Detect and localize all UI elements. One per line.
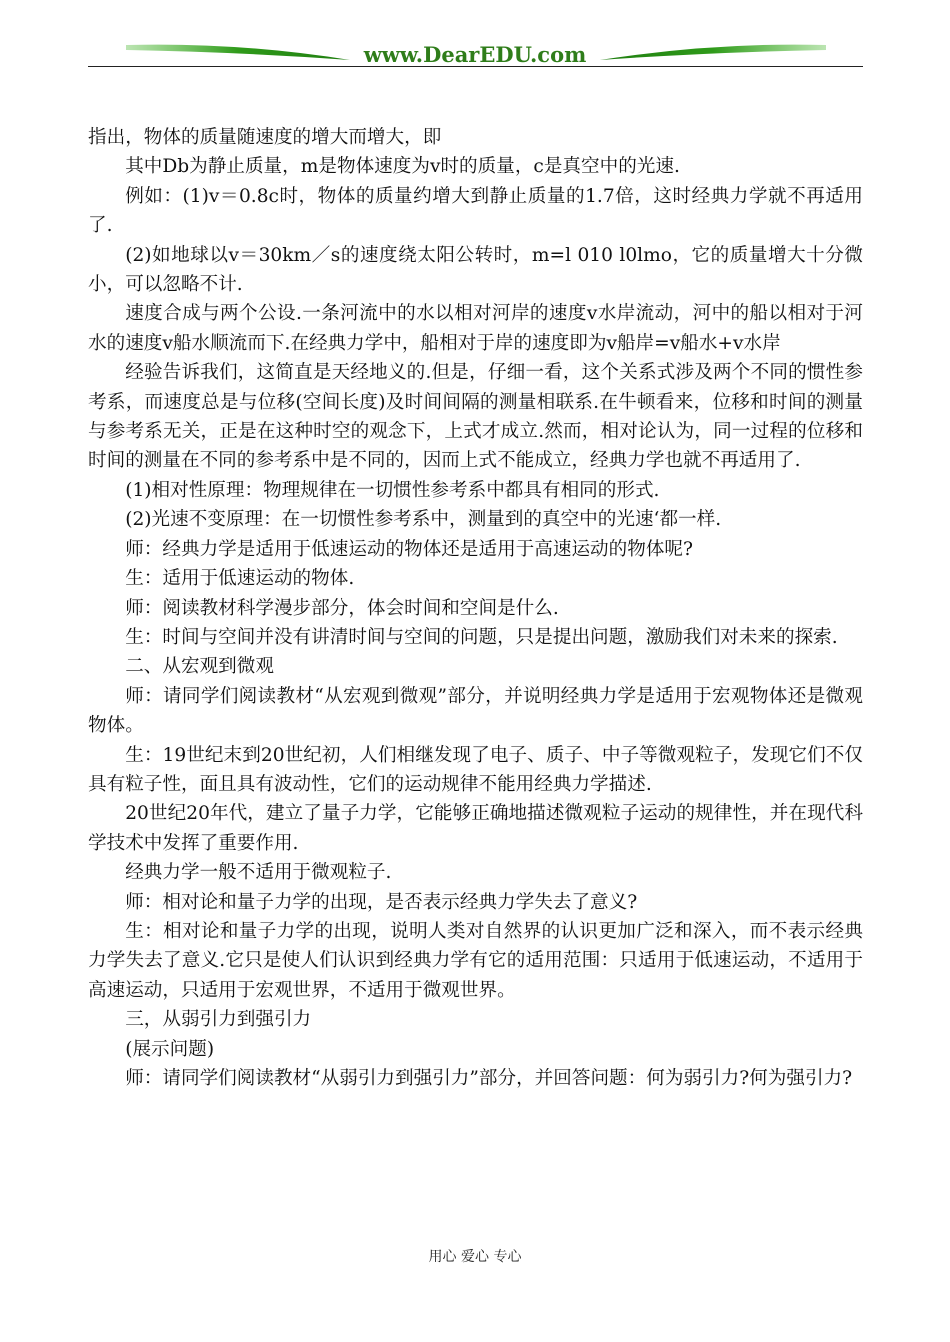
paragraph: 例如：(1)v＝0.8c时，物体的质量约增大到静止质量的1.7倍，这时经典力学就不再适用了. [88,185,863,237]
paragraph: 指出，物体的质量随速度的增大而增大，即 [88,127,442,148]
paragraph: 生：适用于低速运动的物体. [125,568,355,590]
document-body [88,123,863,1093]
page-header [88,36,863,70]
paragraph: 经验告诉我们，这简直是天经地义的.但是，仔细一看，这个关系式涉及两个不同的惯性参考系，而速度总是与位移(空间长度)及时间间隔的测量相联系.在牛顿看来，位移和时间的测量与参考系无关，正是在这种时空的观念下，上式才成立.然而，相对论认为，同一过程的位移和时间的测量在不同的参考系中是不同的，因而上式不能成立，经典力学也就不再适用了. [88,362,863,472]
paragraph: 生：19世纪末到20世纪初，人们相继发现了电子、质子、中子等微观粒子，发现它们不仅具有粒子性，面且具有波动性，它们的运动规律不能用经典力学描述. [88,744,863,795]
paragraph: 生：相对论和量子力学的出现，说明人类对自然界的认识更加广泛和深入，而不表示经典力学失去了意义.它只是使人们认识到经典力学有它的适用范围：只适用于低速运动，不适用于高速运动，只适用于宏观世界，不适用于微观世界。 [88,920,863,1001]
header-divider [88,66,863,67]
paragraph: 生：时间与空间并没有讲清时间与空间的问题，只是提出问题，激励我们对未来的探索. [125,626,838,648]
paragraph: 经典力学一般不适用于微观粒子. [125,862,392,884]
site-logo-banner [88,36,863,70]
site-name: www.DearEDU.com [363,42,587,67]
paragraph: 师：相对论和量子力学的出现，是否表示经典力学失去了意义? [125,891,638,913]
paragraph: (1)相对性原理：物理规律在一切惯性参考系中都具有相同的形式. [125,479,660,501]
paragraph: 师：经典力学是适用于低速运动的物体还是适用于高速运动的物体呢? [125,538,693,560]
paragraph: 二、从宏观到微观 [125,656,274,678]
paragraph: (展示问题) [125,1038,215,1060]
paragraph: 三，从弱引力到强引力 [125,1009,312,1031]
paragraph: 20世纪20年代，建立了量子力学，它能够正确地描述微观粒子运动的规律性，并在现代科学技术中发挥了重要作用. [88,803,863,854]
paragraph: 其中Db为静止质量，m是物体速度为v时的质量，c是真空中的光速. [125,156,680,178]
left-swoosh-icon [126,45,350,60]
paragraph: (2)如地球以v＝30km／s的速度绕太阳公转时，m=l 010 l0lmo，它的质量增大十分微小，可以忽略不计. [88,244,863,296]
paragraph: 速度合成与两个公设.一条河流中的水以相对河岸的速度v水岸流动，河中的船以相对于河水的速度v船水顺流而下.在经典力学中，船相对于岸的速度即为v船岸=v船水+v水岸 [88,303,863,354]
right-swoosh-icon [600,45,826,60]
page-footer: 用心 爱心 专心 [428,1249,522,1265]
paragraph: (2)光速不变原理：在一切惯性参考系中，测量到的真空中的光速‘都一样. [125,509,722,531]
paragraph: 师：请同学们阅读教材“从宏观到微观”部分，并说明经典力学是适用于宏观物体还是微观物体。 [88,685,863,737]
paragraph: 师：请同学们阅读教材“从弱引力到强引力”部分，并回答问题：何为弱引力?何为强引力? [125,1068,853,1089]
paragraph: 师：阅读教材科学漫步部分，体会时间和空间是什么. [125,597,559,619]
